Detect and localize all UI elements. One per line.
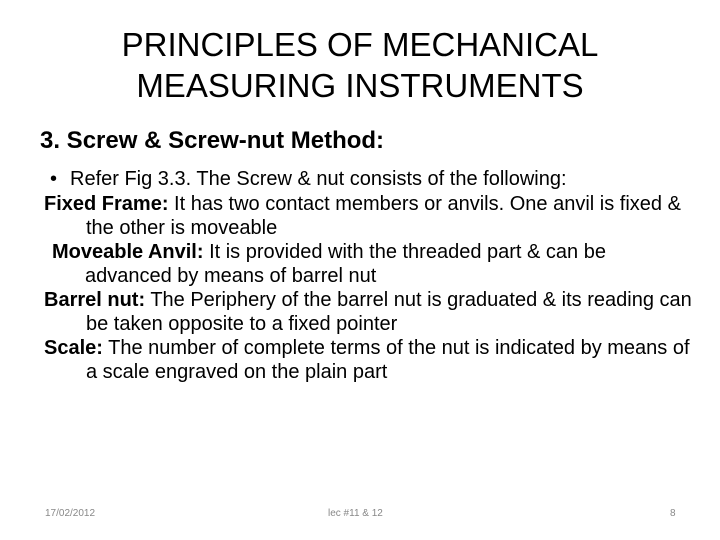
definition-text: It has two contact members or anvils. One anvil is fixed & the other is moveable <box>86 193 681 239</box>
definition-term: Fixed Frame: <box>44 193 169 215</box>
definition-term: Moveable Anvil: <box>52 241 204 263</box>
slide-title <box>60 24 660 106</box>
definition-text: The number of complete terms of the nut is indicated by means of a scale engraved on the plain part <box>86 337 690 383</box>
bullet-icon: • <box>50 168 58 190</box>
footer-lecture: lec #11 & 12 <box>328 508 383 519</box>
definition-fixed-frame <box>44 192 694 240</box>
slide-title-line-1: PRINCIPLES OF MECHANICAL <box>121 26 599 63</box>
definition-barrel-nut <box>44 288 694 336</box>
definition-scale <box>44 336 694 384</box>
definition-text: It is provided with the threaded part & can be advanced by means of barrel nut <box>85 241 606 287</box>
slide-body <box>44 167 694 384</box>
definition-term: Barrel nut: <box>44 289 146 311</box>
footer-date: 17/02/2012 <box>45 508 96 519</box>
slide-title-line-2: MEASURING INSTRUMENTS <box>136 67 584 104</box>
bullet-text: Refer Fig 3.3. The Screw & nut consists of the following: <box>70 168 567 190</box>
definition-term: Scale: <box>44 337 103 359</box>
definition-moveable-anvil <box>44 240 694 288</box>
footer-page-number: 8 <box>670 508 676 519</box>
section-heading: 3. Screw & Screw-nut Method: <box>40 127 385 154</box>
definition-text: The Periphery of the barrel nut is graduated & its reading can be taken opposite to a fixed pointer <box>86 289 692 335</box>
bullet-item <box>44 167 694 191</box>
